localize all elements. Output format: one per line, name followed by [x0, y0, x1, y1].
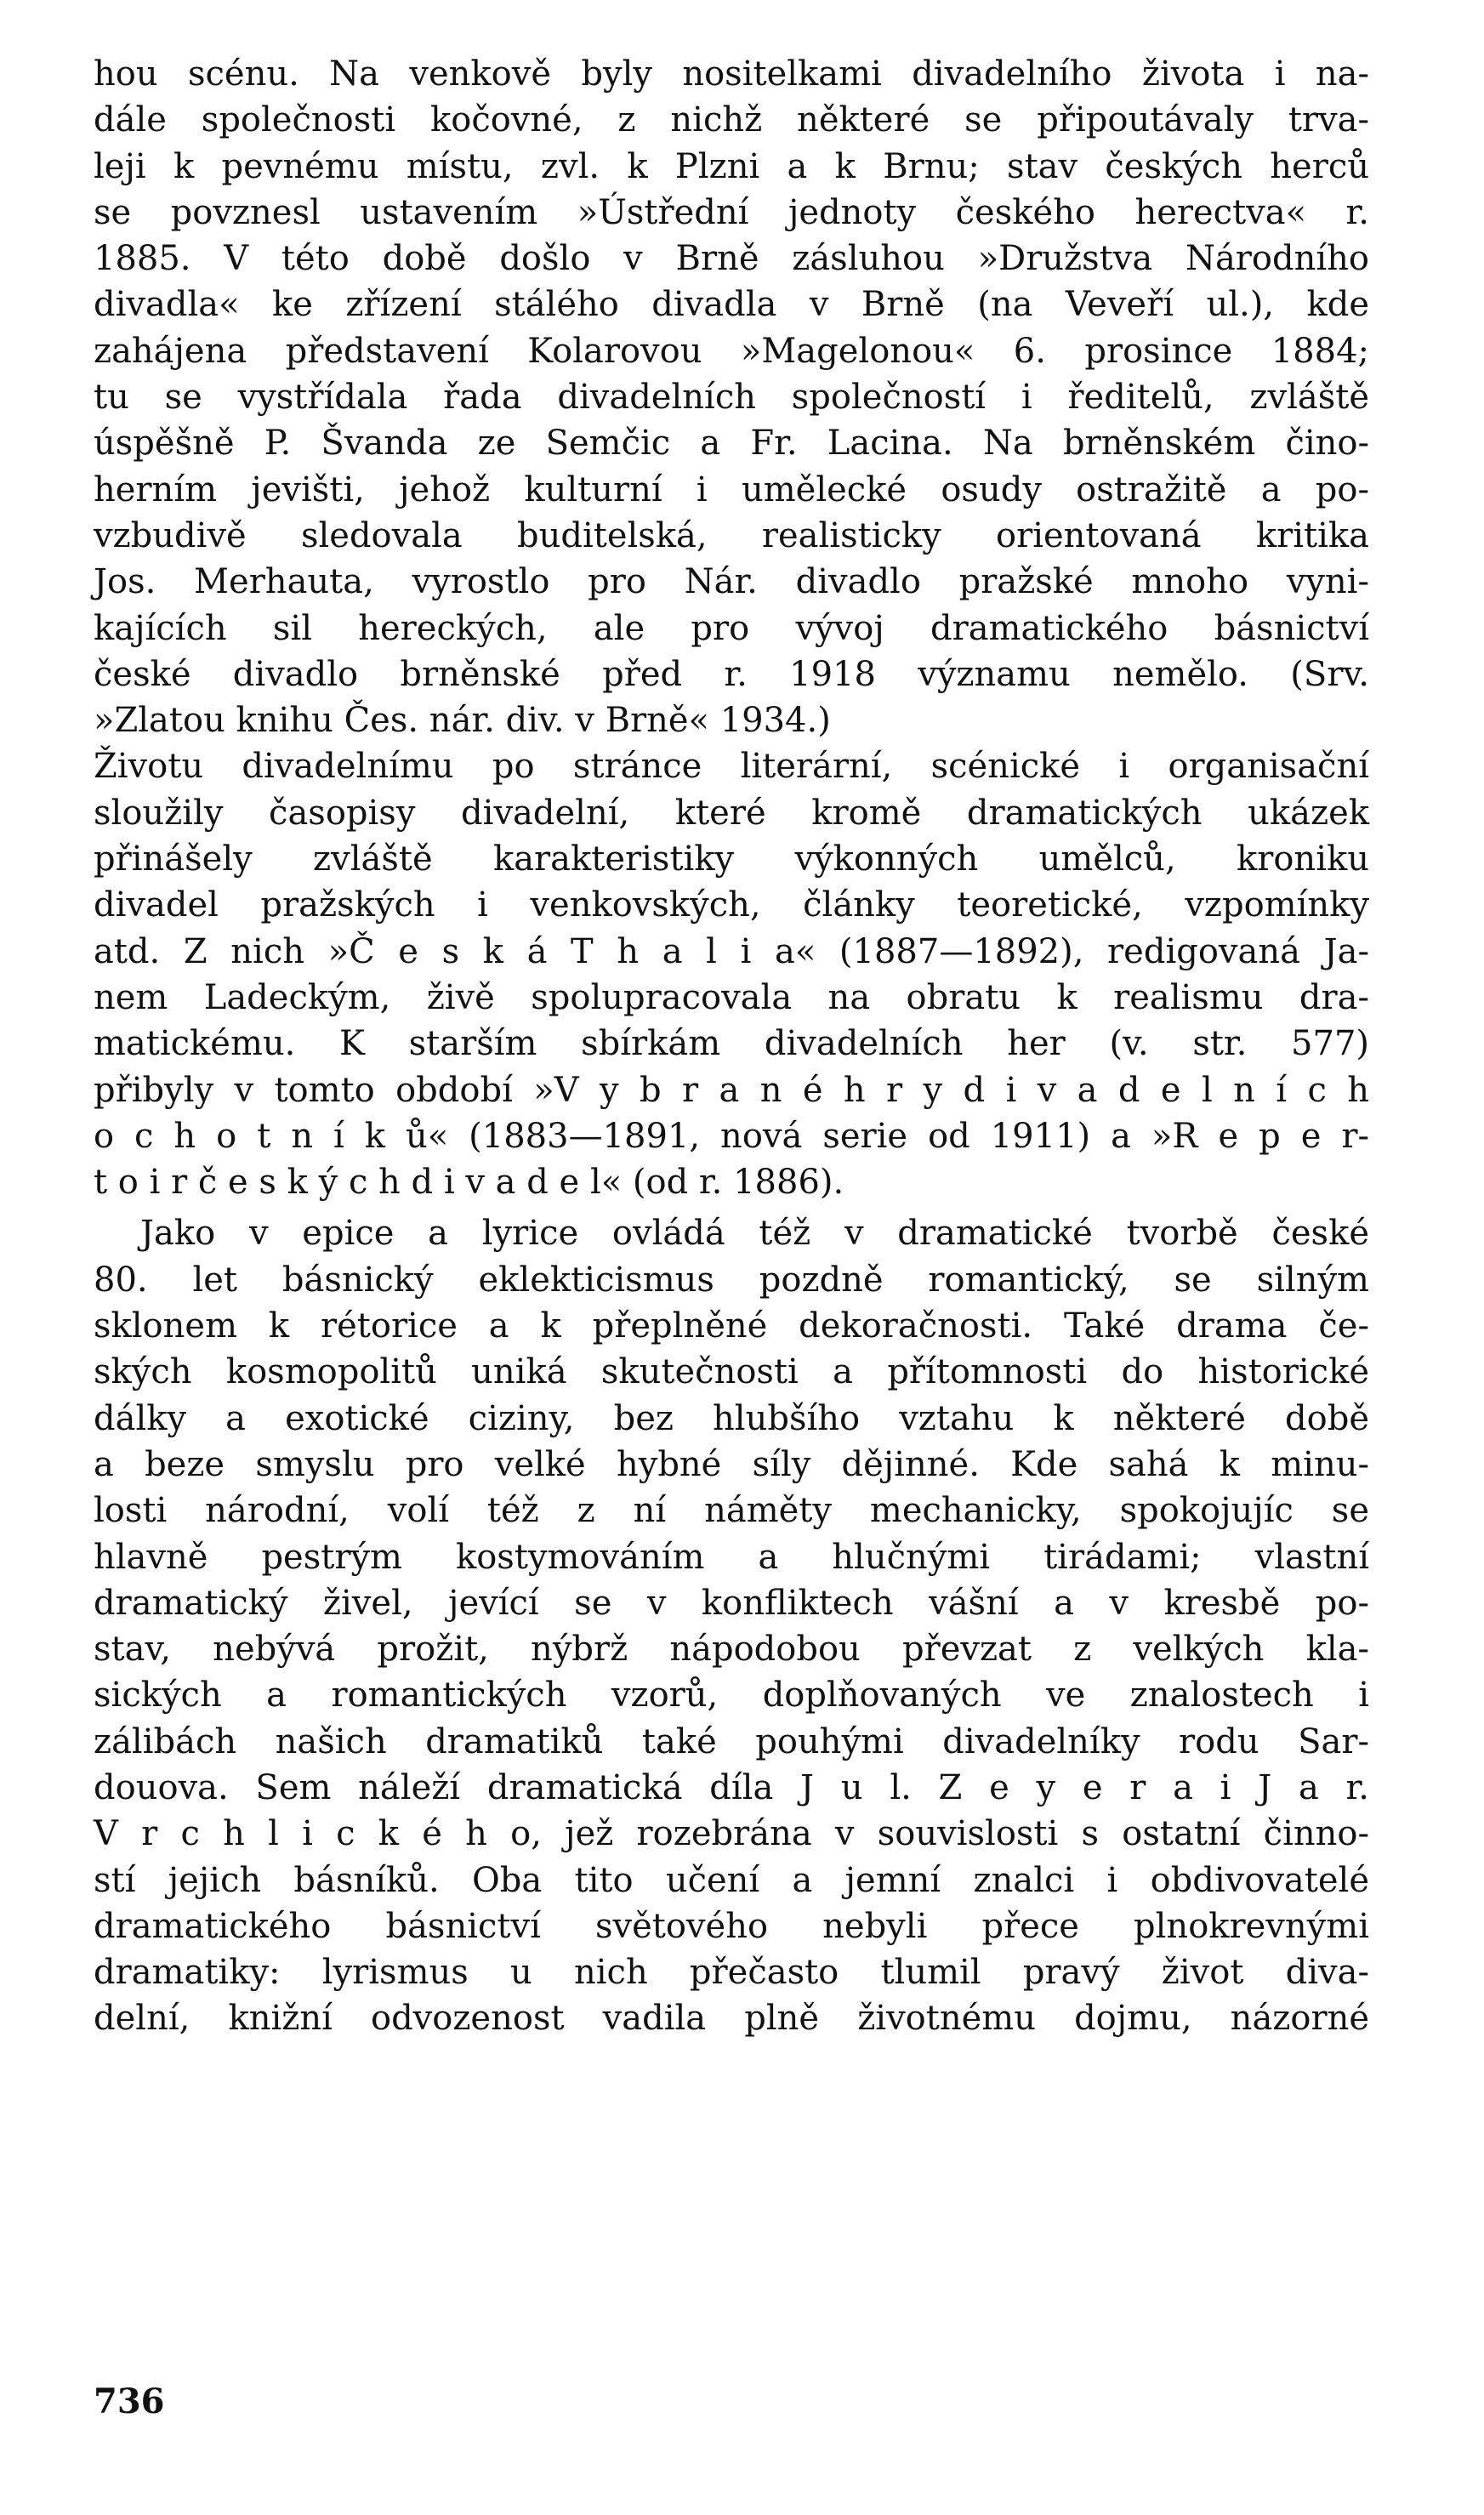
text-line: hlavně pestrým kostymováním a hlučnými tirádami; vlastní — [94, 1537, 1369, 1577]
text-line: sloužily časopisy divadelní, které kromě dramatických ukázek — [94, 793, 1369, 833]
text-line: matickému. K starším sbírkám divadelních her (v. str. 577) — [94, 1024, 1369, 1064]
text-line: stí jejich básníků. Oba tito učení a jemní znalci i obdivovatelé — [94, 1860, 1369, 1900]
text-line: douova. Sem náleží dramatická díla J u l. Z e y e r a i J a r. — [94, 1767, 1369, 1807]
text-line: dramatický živel, jevící se v konfliktech vášní a v kresbě po- — [94, 1583, 1369, 1623]
text-line: V r c h l i c k é h o, jež rozebrána v souvislosti s ostatní činno- — [94, 1814, 1369, 1854]
text-line: úspěšně P. Švanda ze Semčic a Fr. Lacina. Na brněnském čino- — [94, 424, 1369, 464]
text-line: tu se vystřídala řada divadelních společností i ředitelů, zvláště — [94, 378, 1369, 418]
text-line: nem Ladeckým, živě spolupracovala na obratu k realismu dra- — [94, 977, 1369, 1017]
text-line: vzbudivě sledovala buditelská, realisticky orientovaná kritika — [94, 515, 1369, 555]
text-line: přinášely zvláště karakteristiky výkonných umělců, kroniku — [94, 839, 1369, 879]
text-line: o c h o t n í k ů« (1883—1891, nová serie od 1911) a »R e p e r- — [94, 1116, 1369, 1156]
text-line: Životu divadelnímu po stránce literární, scénické i organisační — [94, 747, 1369, 787]
text-line: herním jevišti, jehož kulturní i umělecké osudy ostražitě a po- — [94, 469, 1369, 509]
page-number: 736 — [94, 2381, 165, 2421]
text-line: zálibách našich dramatiků také pouhými divadelníky rodu Sar- — [94, 1721, 1369, 1761]
text-line: sických a romantických vzorů, doplňovaných ve znalostech i — [94, 1676, 1369, 1716]
text-line: přibyly v tomto období »V y b r a n é h r y d i v a d e l n í c h — [94, 1070, 1369, 1110]
text-line: losti národní, volí též z ní náměty mechanicky, spokojujíc se — [94, 1491, 1369, 1531]
text-line: Jako v epice a lyrice ovládá též v dramatické tvorbě české — [140, 1214, 1369, 1254]
page-text — [94, 51, 1369, 2042]
text-line: delní, knižní odvozenost vadila plně životnému dojmu, názorné — [94, 1999, 1369, 2039]
paragraph — [94, 743, 1369, 1205]
text-line: leji k pevnému místu, zvl. k Plzni a k Brnu; stav českých herců — [94, 146, 1369, 186]
text-line: zahájena představení Kolarovou »Magelonou« 6. prosince 1884; — [94, 331, 1369, 371]
text-line: se povznesl ustavením »Ústřední jednoty českého herectva« r. — [94, 192, 1369, 232]
text-line: české divadlo brněnské před r. 1918 významu nemělo. (Srv. — [94, 654, 1369, 694]
text-line: Jos. Merhauta, vyrostlo pro Nár. divadlo pražské mnoho vyni- — [94, 562, 1369, 602]
text-line: atd. Z nich »Č e s k á T h a l i a« (1887—1892), redigovaná Ja- — [94, 931, 1369, 971]
text-line: divadla« ke zřízení stálého divadla v Brně (na Veveří ul.), kde — [94, 285, 1369, 325]
text-line: dramatiky: lyrismus u nich přečasto tlumil pravý život diva- — [94, 1953, 1369, 1993]
paragraph — [94, 51, 1369, 743]
text-line: sklonem k rétorice a k přeplněné dekoračnosti. Také drama če- — [94, 1306, 1369, 1346]
text-line: hou scénu. Na venkově byly nositelkami divadelního života i na- — [94, 54, 1369, 94]
text-line: »Zlatou knihu Čes. nár. div. v Brně« 1934.) — [94, 701, 831, 741]
text-line: t o i r č e s k ý c h d i v a d e l« (od r. 1886). — [94, 1163, 844, 1203]
text-line: 80. let básnický eklekticismus pozdně romantický, se silným — [94, 1260, 1369, 1300]
text-line: a beze smyslu pro velké hybné síly dějinné. Kde sahá k minu- — [94, 1444, 1369, 1484]
text-line: dramatického básnictví světového nebyli přece plnokrevnými — [94, 1906, 1369, 1946]
paragraph — [94, 1210, 1369, 2041]
text-line: kajících sil hereckých, ale pro vývoj dramatického básnictví — [94, 608, 1369, 648]
text-line: stav, nebývá prožit, nýbrž nápodobou převzat z velkých kla- — [94, 1630, 1369, 1670]
text-line: dálky a exotické ciziny, bez hlubšího vztahu k některé době — [94, 1398, 1369, 1438]
text-line: divadel pražských i venkovských, články teoretické, vzpomínky — [94, 885, 1369, 925]
text-line: dále společnosti kočovné, z nichž některé se připoutávaly trva- — [94, 100, 1369, 140]
text-line: ských kosmopolitů uniká skutečnosti a přítomnosti do historické — [94, 1352, 1369, 1392]
text-line: 1885. V této době došlo v Brně zásluhou »Družstva Národního — [94, 239, 1369, 279]
